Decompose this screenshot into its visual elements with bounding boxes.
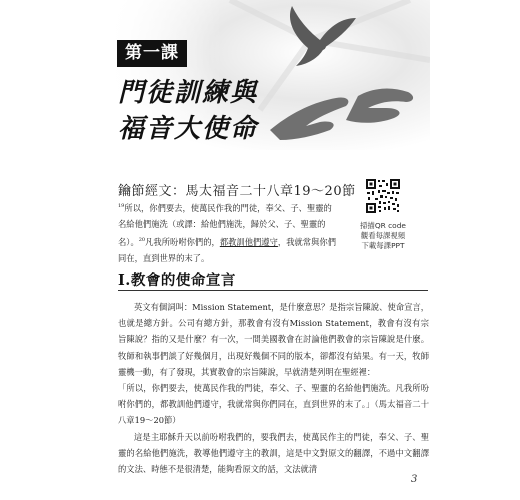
key-verse-reference: 鑰節經文：馬太福音二十八章19～20節: [118, 184, 356, 199]
section-heading: I.教會的使命宣言: [118, 272, 236, 289]
qr-code-icon[interactable]: [365, 178, 401, 214]
lesson-number-badge: 第一課: [117, 40, 187, 67]
qr-caption-line-3: 下載每課PPT: [361, 241, 405, 250]
verse-19-text: 所以，你們要去，使萬民作我的門徒，奉父、子、聖靈的名給他們施洗（或譯：給他們施洗，歸於父、子、聖靈的名）。: [118, 202, 332, 247]
qr-caption-line-2: 觀看每課視頻: [360, 231, 406, 240]
page-number: 3: [411, 474, 418, 485]
body-paragraph: 這是主耶穌升天以前吩咐我們的，要我們去，使萬民作主的門徒，奉父、子、聖靈的名給他們施洗，教導他們遵守主的教訓，這是中文對原文的翻譯，不過中文翻譯的文法、時態不是很清楚，能夠看原文的話，文法就清: [118, 431, 429, 475]
section-body: [118, 299, 429, 477]
body-paragraph: 英文有個詞叫：Mission Statement，是什麼意思？是指宗旨陳說、使命宣言，也就是總方針。公司有總方針，那教會有沒有Mission Statement，教會有沒有宗旨陳說？指的又是什麼？有一次，一間美國教會在討論他們教會的宗旨陳說是什麼。牧師和執事們談了好幾個月，出現好幾個不同的版本，卻都沒有結果。有一天，牧師靈機一動，有了發現，其實教會的宗旨陳說，早就清楚列明在聖經裡：: [118, 302, 429, 377]
quote-reference: （馬太福音二十八章19～20節）: [118, 399, 429, 426]
verse-20-text-part1: 凡我所吩咐你們的，: [145, 236, 220, 247]
scripture-quote: [118, 380, 429, 429]
verse-20-text-part2: ，我就常與你們同在，直到世界的末了。: [118, 236, 336, 263]
verse-number: 19: [118, 203, 125, 209]
lesson-title-line-2: 福音大使命: [118, 114, 259, 144]
lesson-title-line-1: 門徒訓練與: [118, 78, 259, 108]
qr-code-block[interactable]: [352, 178, 414, 251]
quote-text: 「所以，你們要去，使萬民作我的門徒，奉父、子、聖靈的名給他們施洗。凡我所吩咐你們的，都教訓他們遵守，我就常與你們同在，直到世界的末了。」: [118, 383, 429, 410]
key-verse-text: [118, 198, 336, 266]
verse-number: 20: [138, 236, 146, 243]
verse-20-underlined-text: 都教訓他們遵守: [219, 236, 278, 247]
section-divider: [118, 290, 428, 291]
qr-caption-line-1: 掃描QR code: [360, 221, 406, 230]
